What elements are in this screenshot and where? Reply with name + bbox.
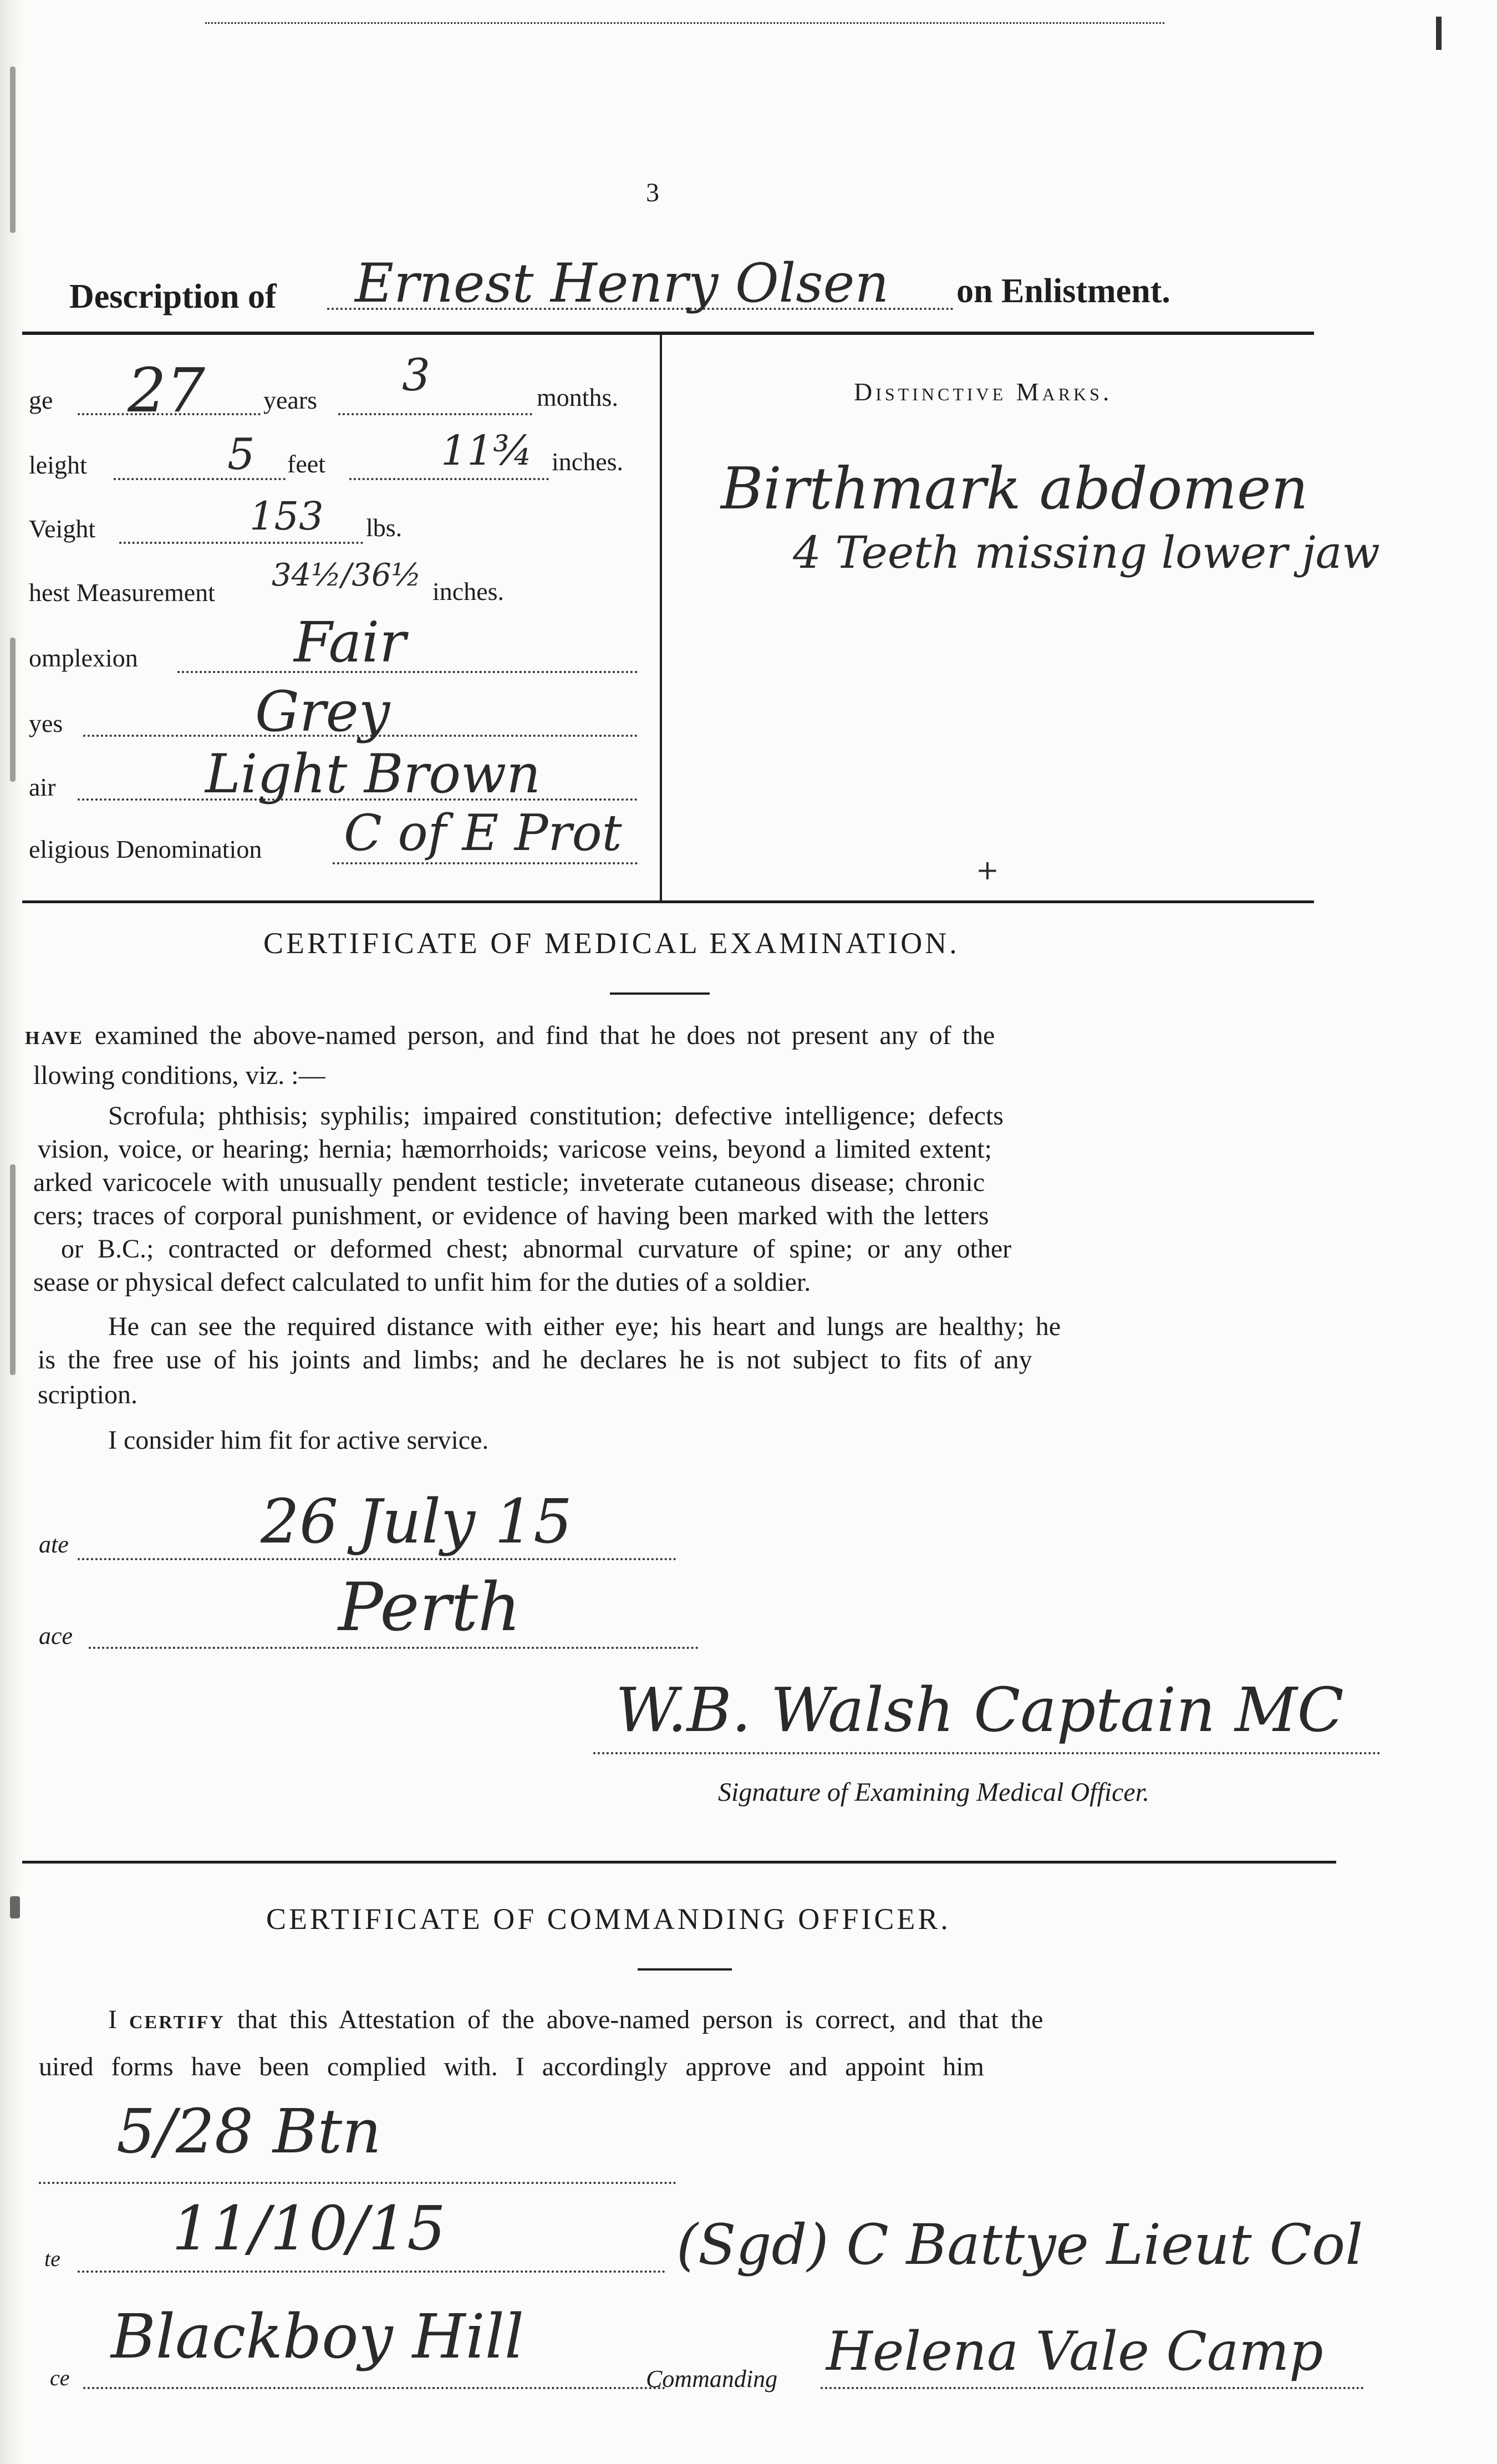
medical-date-value: 26 July 15 (261, 1486, 573, 1557)
distinctive-mark-2: 4 Teeth missing lower jaw (793, 527, 1380, 578)
medical-para1-text: examined the above-named person, and find that he does not present any of the (94, 1021, 995, 1050)
medical-para1-line2: llowing conditions, viz. :— (33, 1061, 325, 1090)
complexion-value: Fair (294, 610, 406, 675)
medical-bottom-rule (22, 1861, 1336, 1864)
commanding-line2: uired forms have been complied with. I accordingly approve and appoint him (39, 2052, 984, 2081)
hair-value: Light Brown (205, 743, 541, 805)
eyes-value: Grey (255, 679, 390, 744)
description-prefix: Description of (69, 278, 277, 315)
commanding-place-value: Blackboy Hill (111, 2301, 525, 2372)
age-months-value: 3 (402, 349, 430, 401)
unit-dots (39, 2182, 676, 2184)
medical-signature-caption: Signature of Examining Medical Officer. (718, 1778, 1150, 1807)
soldier-name: Ernest Henry Olsen (355, 252, 889, 314)
commanding-heading: CERTIFICATE OF COMMANDING OFFICER. (266, 1902, 951, 1936)
certify-prefix: I (108, 2005, 117, 2034)
medical-officer-signature: W.B. Walsh Captain MC (615, 1674, 1344, 1745)
medical-heading-rule (610, 992, 710, 995)
age-label: ge (29, 386, 53, 414)
condition-line-2: vision, voice, or hearing; hernia; hæmorrhoids; varicose veins, beyond a limited extent; (38, 1134, 992, 1164)
commanding-place-dots (83, 2387, 665, 2389)
height-inches-label: inches. (552, 447, 624, 476)
edge-mark (10, 638, 16, 782)
commanding-dots (821, 2387, 1364, 2389)
commanding-heading-rule (638, 1968, 732, 1971)
condition-line-1: Scrofula; phthisis; syphilis; impaired constitution; defective intelligence; defects (108, 1101, 1004, 1131)
age-years-label: years (263, 386, 318, 414)
medical-place-label: ace (39, 1622, 73, 1650)
age-years-value: 27 (128, 355, 205, 426)
commanding-date-value: 11/10/15 (172, 2193, 446, 2264)
eyes-label: yes (29, 709, 63, 737)
commanding-place-label: ce (50, 2365, 70, 2390)
complexion-dots (177, 671, 638, 673)
column-divider (660, 335, 662, 900)
months-dots (338, 413, 532, 415)
description-suffix: on Enlistment. (956, 272, 1170, 310)
header-rule (22, 332, 1314, 335)
medical-date-label: ate (39, 1531, 69, 1558)
chest-unit: inches. (432, 577, 505, 605)
medical-para2-line1: He can see the required distance with either eye; his heart and lungs are healthy; he (108, 1312, 1061, 1341)
height-feet-value: 5 (227, 430, 255, 480)
page-number: 3 (646, 178, 659, 207)
medical-heading: CERTIFICATE OF MEDICAL EXAMINATION. (263, 926, 960, 960)
weight-label: Veight (29, 515, 96, 543)
medical-signature-dots (593, 1752, 1381, 1754)
condition-line-6: sease or physical defect calculated to unfit him for the duties of a soldier. (33, 1267, 811, 1297)
top-dotted-line (205, 22, 1164, 24)
religion-value: C of E Prot (344, 804, 622, 862)
age-months-label: months. (537, 383, 618, 411)
co-signature: (Sgd) C Battye Lieut Col (676, 2212, 1363, 2277)
weight-unit: lbs. (366, 513, 403, 542)
commanding-date-dots (78, 2270, 665, 2273)
commanding-line1 (108, 2004, 1043, 2035)
religion-dots (333, 862, 638, 864)
certify-caps: CERTIFY (129, 2012, 225, 2033)
corner-mark (1436, 17, 1442, 50)
edge-mark (10, 1896, 20, 1918)
chest-value: 34½/36½ (272, 557, 421, 593)
commanding-line1-text: that this Attestation of the above-named person is correct, and that the (237, 2005, 1043, 2034)
edge-mark (10, 1164, 16, 1375)
height-dots (114, 478, 286, 480)
commanding-label: Commanding (646, 2365, 778, 2392)
medical-place-dots (89, 1647, 699, 1649)
edge-mark (10, 67, 16, 233)
commanding-date-label: te (44, 2246, 60, 2271)
medical-place-value: Perth (338, 1569, 521, 1646)
distinctive-marks-heading: Distinctive Marks. (854, 378, 1113, 406)
medical-para2-line3: scription. (38, 1380, 138, 1409)
condition-line-5: or B.C.; contracted or deformed chest; abnormal curvature of spine; or any other (61, 1234, 1012, 1264)
weight-value: 153 (249, 493, 324, 539)
complexion-label: omplexion (29, 644, 138, 672)
stray-mark: + (976, 854, 999, 886)
unit-value: 5/28 Btn (116, 2096, 381, 2167)
height-inches-value: 11¾ (441, 427, 533, 475)
condition-line-3: arked varicocele with unusually pendent testicle; inveterate cutaneous disease; chronic (33, 1168, 985, 1197)
hair-label: air (29, 773, 56, 801)
distinctive-mark-1: Birthmark abdomen (721, 455, 1308, 522)
medical-para1-line1 (25, 1020, 995, 1051)
chest-label: hest Measurement (29, 578, 215, 607)
fit-statement: I consider him fit for active service. (108, 1426, 489, 1455)
weight-dots (119, 542, 363, 544)
height-feet-label: feet (287, 450, 325, 478)
have-caps: HAVE (25, 1028, 84, 1048)
description-bottom-rule (22, 900, 1314, 903)
religion-label: eligious Denomination (29, 835, 262, 863)
inches-dots (349, 478, 549, 480)
commanding-value: Helena Vale Camp (826, 2320, 1323, 2382)
height-label: leight (29, 451, 87, 479)
medical-date-dots (78, 1558, 676, 1560)
condition-line-4: cers; traces of corporal punishment, or evidence of having been marked with the letters (33, 1201, 989, 1230)
medical-para2-line2: is the free use of his joints and limbs; and he declares he is not subject to fits of any (38, 1345, 1032, 1374)
